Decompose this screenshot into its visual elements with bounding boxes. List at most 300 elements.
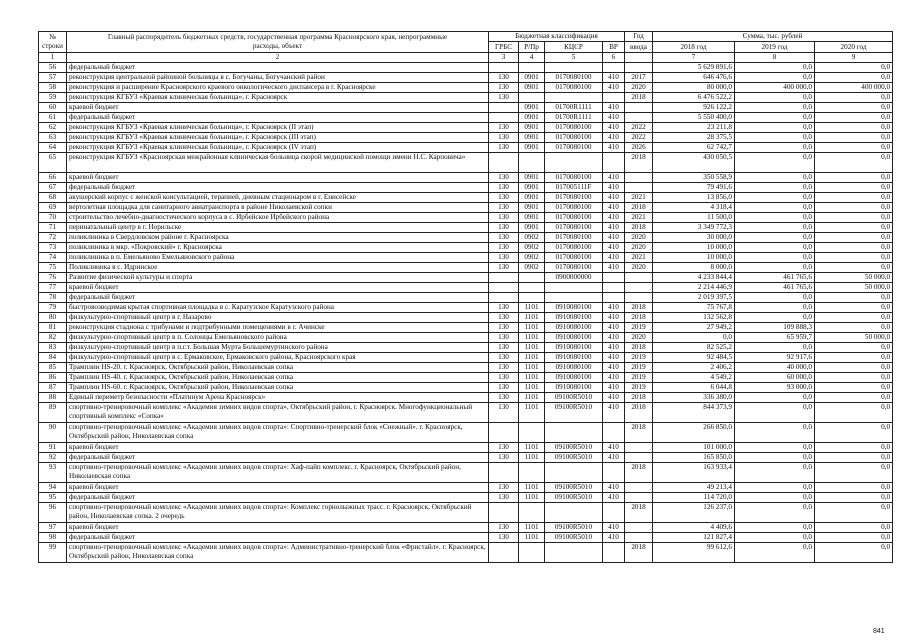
table-row [39,393,893,403]
cell-year [625,113,653,123]
cell-vr [603,543,625,563]
cell-sum-2018: 6 044,8 [653,383,735,393]
cell-grbs: 130 [489,353,519,363]
cell-row-number: 84 [39,353,67,363]
table-header [39,32,893,63]
cell-sum-2018: 430 050,5 [653,153,735,173]
cell-row-number: 63 [39,133,67,143]
cell-year [625,283,653,293]
cell-grbs: 130 [489,223,519,233]
cell-description: спортивно-тренировочный комплекс «Академия зимних видов спорта»: Хаф-пайп комплекс. г. Красноярск, Октябрьский район, Николаевская сопка [67,463,489,483]
cell-vr: 410 [603,453,625,463]
cell-row-number: 66 [39,173,67,183]
table-row [39,323,893,333]
cell-sum-2020: 0,0 [815,303,893,313]
cell-sum-2020: 0,0 [815,423,893,443]
cell-row-number: 67 [39,183,67,193]
cell-sum-2020: 0,0 [815,173,893,183]
cell-kcsr: 0910080100 [545,383,603,393]
cell-row-number: 59 [39,93,67,103]
cell-grbs [489,423,519,443]
cell-kcsr: 0170080100 [545,193,603,203]
cell-year: 2018 [625,423,653,443]
cell-grbs [489,273,519,283]
cell-rpr [519,463,545,483]
table-row [39,523,893,533]
cell-sum-2020: 0,0 [815,323,893,333]
cell-rpr: 1101 [519,343,545,353]
cell-row-number: 80 [39,313,67,323]
table-row [39,283,893,293]
cell-vr [603,93,625,103]
table-row [39,73,893,83]
cell-year: 2018 [625,153,653,173]
cell-sum-2018: 99 612,6 [653,543,735,563]
cell-sum-2020: 0,0 [815,493,893,503]
cell-sum-2019: 92 917,6 [735,353,815,363]
cell-vr: 410 [603,363,625,373]
cell-sum-2018: 10 000,0 [653,243,735,253]
cell-grbs: 130 [489,343,519,353]
table-row [39,363,893,373]
cell-sum-2018: 926 122,2 [653,103,735,113]
cell-year: 2018 [625,393,653,403]
header-kcsr: КЦСР [545,42,603,53]
cell-description: спортивно-тренировочный комплекс «Академия зимних видов спорта», Октябрьский район, г. Красноярск. Многофункциональный спортивный комплекс «Сопка» [67,403,489,423]
cell-row-number: 62 [39,123,67,133]
cell-sum-2018: 49 213,4 [653,483,735,493]
cell-sum-2020: 0,0 [815,253,893,263]
header-2020: 2020 год [815,42,893,53]
cell-row-number: 71 [39,223,67,233]
cell-rpr: 1101 [519,323,545,333]
cell-row-number: 58 [39,83,67,93]
cell-row-number: 57 [39,73,67,83]
cell-kcsr: 0910080100 [545,323,603,333]
table-row [39,503,893,523]
cell-sum-2018: 5 629 891,6 [653,63,735,73]
cell-sum-2018: 28 375,5 [653,133,735,143]
cell-sum-2018: 4 409,6 [653,523,735,533]
cell-vr: 410 [603,443,625,453]
table-row [39,123,893,133]
table-row [39,133,893,143]
cell-sum-2019: 0,0 [735,523,815,533]
cell-row-number: 91 [39,443,67,453]
cell-rpr: 1101 [519,443,545,453]
cell-vr: 410 [603,183,625,193]
cell-sum-2018: 336 380,0 [653,393,735,403]
cell-description: федеральный бюджет [67,533,489,543]
cell-sum-2019: 0,0 [735,223,815,233]
cell-sum-2019: 40 000,0 [735,363,815,373]
cell-vr [603,63,625,73]
cell-year: 2019 [625,383,653,393]
cell-description: физкультурно-спортивный центр в п.г.т. Большая Мурта Большемуртинского района [67,343,489,353]
cell-sum-2019: 0,0 [735,63,815,73]
cell-sum-2019: 0,0 [735,93,815,103]
cell-vr: 410 [603,243,625,253]
cell-grbs: 130 [489,193,519,203]
cell-kcsr: 0900000000 [545,273,603,283]
header-num-label: № [49,33,56,41]
cell-rpr: 1101 [519,533,545,543]
cell-grbs: 130 [489,73,519,83]
table-row [39,143,893,153]
cell-kcsr: 0170080100 [545,123,603,133]
cell-sum-2018: 10 000,0 [653,253,735,263]
cell-sum-2019: 0,0 [735,73,815,83]
cell-description: спортивно-тренировочный комплекс «Академия зимних видов спорта»: Административно-тренерский блок «Фристайл». г. Красноярск, Октябрьский район, Николаевская сопка [67,543,489,563]
cell-rpr: 1101 [519,383,545,393]
cell-sum-2020: 0,0 [815,183,893,193]
cell-row-number: 69 [39,203,67,213]
cell-rpr: 0902 [519,243,545,253]
cell-sum-2020: 0,0 [815,313,893,323]
cell-sum-2020: 0,0 [815,343,893,353]
cell-kcsr: 0170080100 [545,263,603,273]
cell-grbs: 130 [489,313,519,323]
cell-grbs: 130 [489,303,519,313]
cell-sum-2019: 109 888,3 [735,323,815,333]
budget-table [38,31,893,563]
cell-grbs: 130 [489,363,519,373]
cell-grbs: 130 [489,93,519,103]
colnum: 8 [735,53,815,63]
cell-row-number: 92 [39,453,67,463]
cell-row-number: 70 [39,213,67,223]
cell-row-number: 99 [39,543,67,563]
cell-year [625,183,653,193]
cell-vr: 410 [603,313,625,323]
cell-sum-2019: 0,0 [735,183,815,193]
cell-kcsr: 01700R1111 [545,103,603,113]
cell-sum-2019: 400 000,0 [735,83,815,93]
cell-sum-2019: 93 000,0 [735,383,815,393]
cell-kcsr: 0170080100 [545,173,603,183]
cell-rpr: 1101 [519,363,545,373]
cell-sum-2020: 400 000,0 [815,83,893,93]
colnum: 3 [489,53,519,63]
cell-vr [603,463,625,483]
cell-sum-2018: 165 850,0 [653,453,735,463]
cell-description: Трамплин HS-40. г. Красноярск, Октябрьский район, Николаевская сопка [67,373,489,383]
cell-grbs: 130 [489,243,519,253]
cell-grbs: 130 [489,123,519,133]
cell-rpr: 0902 [519,233,545,243]
cell-sum-2018: 132 562,8 [653,313,735,323]
cell-sum-2020: 0,0 [815,483,893,493]
cell-kcsr: 0170080100 [545,233,603,243]
cell-sum-2020: 0,0 [815,143,893,153]
cell-rpr: 1101 [519,373,545,383]
cell-year: 2020 [625,333,653,343]
cell-year: 2019 [625,323,653,333]
cell-sum-2020: 0,0 [815,393,893,403]
cell-description: быстровозводимая крытая спортивная площадка в с. Каратузское Каратузского района [67,303,489,313]
cell-rpr: 1101 [519,483,545,493]
cell-row-number: 83 [39,343,67,353]
cell-sum-2019: 0,0 [735,123,815,133]
cell-grbs [489,503,519,523]
cell-description: реконструкция центральной районной больницы в с. Богучаны, Богучанский район [67,73,489,83]
cell-vr: 410 [603,523,625,533]
cell-sum-2019: 0,0 [735,103,815,113]
cell-vr: 410 [603,333,625,343]
cell-rpr: 1101 [519,303,545,313]
cell-rpr [519,543,545,563]
cell-description: федеральный бюджет [67,493,489,503]
cell-grbs [489,293,519,303]
cell-row-number: 94 [39,483,67,493]
cell-description: реконструкция КГБУЗ «Краевая клиническая больница», г. Красноярск (II этап) [67,123,489,133]
cell-year: 2019 [625,373,653,383]
cell-sum-2019: 0,0 [735,403,815,423]
cell-grbs [489,463,519,483]
cell-description: реконструкция КГБУЗ «Краевая клиническая больница», г. Красноярск (IV этап) [67,143,489,153]
cell-sum-2018: 23 211,8 [653,123,735,133]
cell-row-number: 93 [39,463,67,483]
cell-kcsr: 09100R5010 [545,523,603,533]
cell-vr: 410 [603,83,625,93]
cell-sum-2020: 50 000,0 [815,273,893,283]
header-description [67,32,489,53]
cell-sum-2019: 0,0 [735,443,815,453]
cell-vr [603,503,625,523]
cell-year: 2021 [625,193,653,203]
cell-description: вертолетная площадка для санитарного авиатранспорта в районе Николаевской сопки [67,203,489,213]
cell-row-number: 64 [39,143,67,153]
cell-description: физкультурно-спортивный центр в с. Ермаковское, Ермаковского района, Красноярского края [67,353,489,363]
cell-vr: 410 [603,213,625,223]
cell-description: Поликлиника в с. Идринское [67,263,489,273]
colnum: 2 [67,53,489,63]
cell-rpr [519,273,545,283]
cell-row-number: 79 [39,303,67,313]
cell-year: 2018 [625,543,653,563]
cell-row-number: 68 [39,193,67,203]
cell-sum-2018: 2 406,2 [653,363,735,373]
table-row [39,333,893,343]
cell-sum-2020: 0,0 [815,453,893,463]
cell-vr: 410 [603,223,625,233]
cell-grbs: 130 [489,533,519,543]
cell-sum-2019: 461 765,6 [735,273,815,283]
cell-sum-2020: 0,0 [815,113,893,123]
cell-vr [603,283,625,293]
cell-grbs: 130 [489,203,519,213]
cell-grbs: 130 [489,133,519,143]
cell-year: 2018 [625,303,653,313]
colnum: 6 [603,53,625,63]
cell-sum-2019: 65 959,7 [735,333,815,343]
header-sum: Сумма, тыс. рублей [653,32,893,42]
cell-vr: 410 [603,263,625,273]
cell-grbs: 130 [489,173,519,183]
cell-year: 2018 [625,93,653,103]
cell-description: краевой бюджет [67,173,489,183]
table-row [39,83,893,93]
cell-kcsr: 017005111F [545,183,603,193]
cell-row-number: 82 [39,333,67,343]
cell-kcsr: 0910080100 [545,333,603,343]
cell-sum-2018: 79 491,6 [653,183,735,193]
cell-rpr: 1101 [519,523,545,533]
cell-sum-2020: 0,0 [815,353,893,363]
cell-sum-2020: 0,0 [815,403,893,423]
cell-sum-2018: 82 525,2 [653,343,735,353]
cell-sum-2020: 50 000,0 [815,333,893,343]
cell-description: спортивно-тренировочный комплекс «Академия зимних видов спорта»: Комплекс горнолыжных трасс. г. Красноярск, Октябрьский район, Николаевская сопка. 2 очередь [67,503,489,523]
table-row [39,113,893,123]
cell-grbs: 130 [489,483,519,493]
cell-year: 2019 [625,363,653,373]
cell-kcsr: 0910080100 [545,313,603,323]
cell-vr: 410 [603,383,625,393]
cell-row-number: 77 [39,283,67,293]
cell-grbs: 130 [489,373,519,383]
cell-description: федеральный бюджет [67,183,489,193]
cell-description: поликлиника в мкр. «Покровский» г. Красноярска [67,243,489,253]
cell-sum-2018: 350 558,9 [653,173,735,183]
cell-year: 2018 [625,203,653,213]
cell-description: краевой бюджет [67,443,489,453]
cell-rpr: 0901 [519,143,545,153]
cell-rpr: 1101 [519,403,545,423]
cell-sum-2020: 0,0 [815,153,893,173]
cell-row-number: 90 [39,423,67,443]
colnum: 1 [39,53,67,63]
cell-kcsr: 09100R5010 [545,533,603,543]
header-vr: ВР [603,42,625,53]
cell-year: 2020 [625,233,653,243]
cell-sum-2018: 6 476 522,2 [653,93,735,103]
cell-sum-2018: 126 237,0 [653,503,735,523]
cell-sum-2020: 0,0 [815,123,893,133]
table-row [39,463,893,483]
cell-rpr: 0901 [519,103,545,113]
cell-rpr: 0901 [519,73,545,83]
cell-rpr: 1101 [519,453,545,463]
cell-year [625,273,653,283]
table-row [39,243,893,253]
cell-grbs: 130 [489,183,519,193]
cell-year: 2018 [625,403,653,423]
cell-grbs [489,283,519,293]
cell-rpr [519,63,545,73]
cell-year: 2026 [625,143,653,153]
table-row [39,493,893,503]
cell-year: 2018 [625,343,653,353]
cell-kcsr: 0170080100 [545,73,603,83]
table-row [39,483,893,493]
cell-grbs [489,63,519,73]
cell-rpr [519,283,545,293]
cell-kcsr: 0170080100 [545,203,603,213]
cell-kcsr: 01700R1111 [545,113,603,123]
cell-kcsr [545,283,603,293]
colnum: 4 [519,53,545,63]
cell-sum-2018: 2 214 446,9 [653,283,735,293]
cell-sum-2020: 0,0 [815,443,893,453]
cell-kcsr: 09100R5010 [545,443,603,453]
table-row [39,423,893,443]
cell-sum-2018: 114 720,0 [653,493,735,503]
cell-description: физкультурно-спортивный центр в г. Назарово [67,313,489,323]
cell-description: краевой бюджет [67,483,489,493]
cell-sum-2018: 80 000,0 [653,83,735,93]
table-row [39,293,893,303]
cell-vr [603,153,625,173]
cell-sum-2020: 0,0 [815,233,893,243]
cell-rpr: 0901 [519,213,545,223]
table-row [39,343,893,353]
cell-description: физкультурно-спортивный центр в п. Солонцы Емельяновского района [67,333,489,343]
cell-sum-2020: 0,0 [815,503,893,523]
cell-row-number: 89 [39,403,67,423]
cell-sum-2019: 0,0 [735,233,815,243]
cell-year: 2021 [625,253,653,263]
table-row [39,533,893,543]
cell-description: спортивно-тренировочный комплекс «Академия зимних видов спорта»: Спортивно-тренерский блок «Снежный». г. Красноярск, Октябрьский район, Николаевская сопка [67,423,489,443]
cell-kcsr: 0170080100 [545,253,603,263]
cell-rpr: 0901 [519,113,545,123]
cell-description: реконструкция стадиона с трибунами и подтрибунными помещениями в г. Ачинске [67,323,489,333]
cell-sum-2019: 0,0 [735,293,815,303]
cell-sum-2020: 0,0 [815,363,893,373]
cell-rpr [519,503,545,523]
cell-sum-2020: 0,0 [815,533,893,543]
cell-row-number: 74 [39,253,67,263]
cell-description: поликлиника в Свердловском районе г. Красноярска [67,233,489,243]
cell-rpr: 1101 [519,333,545,343]
header-2018: 2018 год [653,42,735,53]
cell-kcsr [545,63,603,73]
cell-row-number: 65 [39,153,67,173]
cell-rpr: 0902 [519,263,545,273]
table-row [39,183,893,193]
cell-sum-2018: 101 000,0 [653,443,735,453]
cell-vr: 410 [603,303,625,313]
cell-sum-2019: 0,0 [735,113,815,123]
cell-description: реконструкция КГБУЗ «Краевая клиническая больница», г. Красноярск [67,93,489,103]
cell-vr: 410 [603,73,625,83]
cell-row-number: 85 [39,363,67,373]
cell-grbs: 130 [489,383,519,393]
cell-rpr: 1101 [519,353,545,363]
cell-row-number: 73 [39,243,67,253]
table-body [39,63,893,563]
cell-row-number: 75 [39,263,67,273]
cell-sum-2020: 0,0 [815,523,893,533]
cell-year: 2018 [625,223,653,233]
cell-grbs: 130 [489,453,519,463]
cell-vr: 410 [603,113,625,123]
cell-year [625,293,653,303]
cell-kcsr [545,423,603,443]
cell-kcsr [545,503,603,523]
cell-vr: 410 [603,253,625,263]
cell-grbs: 130 [489,493,519,503]
cell-sum-2020: 0,0 [815,73,893,83]
cell-rpr: 1101 [519,393,545,403]
budget-table-sheet [38,31,892,563]
table-row [39,253,893,263]
cell-year: 2021 [625,213,653,223]
table-row [39,383,893,393]
table-row [39,403,893,423]
cell-rpr: 1101 [519,313,545,323]
